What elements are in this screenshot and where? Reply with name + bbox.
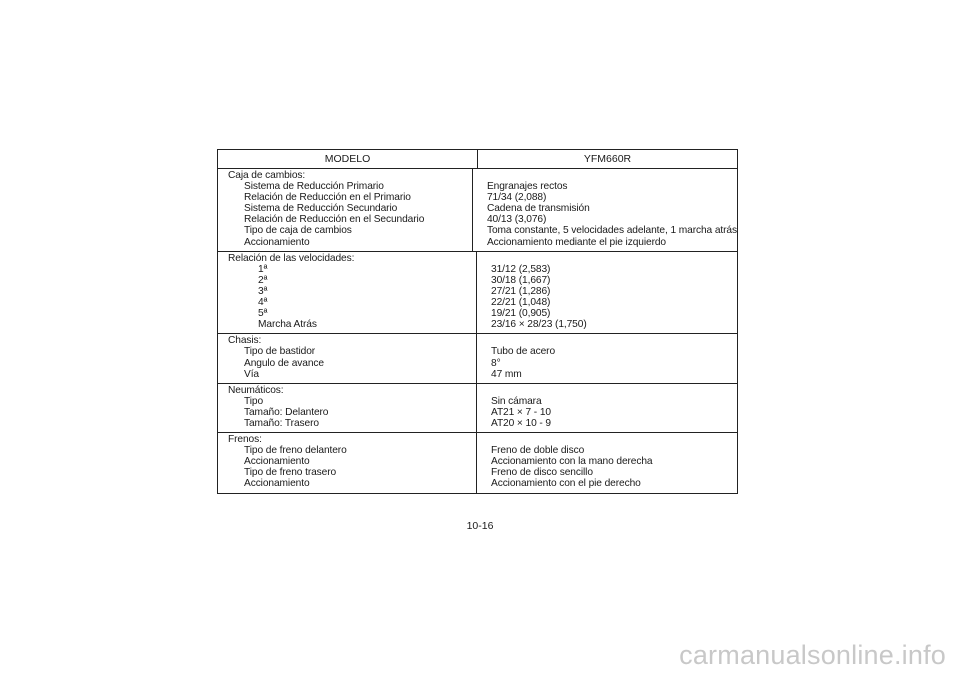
spec-label: Tamaño: Delantero [244, 406, 329, 418]
spec-label: Tipo de bastidor [244, 346, 316, 358]
spec-value: 40/13 (3,076) [486, 214, 547, 226]
section-heading: Relación de las velocidades: [228, 252, 355, 264]
table-header-row [218, 150, 737, 169]
spec-label: 4ª [258, 297, 268, 309]
spec-value: Toma constante, 5 velocidades adelante, 1 marcha atrás [486, 225, 737, 237]
section-labels [218, 384, 477, 432]
spec-value: Sin cámara [491, 395, 542, 407]
spec-label: Tipo de freno delantero [244, 445, 347, 457]
spec-value: AT20 × 10 - 9 [491, 417, 551, 429]
section-heading: Caja de cambios: [228, 170, 306, 181]
spec-value: 47 mm [491, 368, 522, 380]
page-number: 10-16 [466, 520, 494, 532]
section-chassis [218, 334, 737, 383]
section-values [477, 252, 737, 334]
spec-label: 2ª [258, 274, 268, 286]
spec-value [491, 434, 737, 445]
spec-value [491, 385, 737, 396]
section-labels [218, 433, 477, 492]
spec-label: Vía [244, 368, 259, 380]
header-model-label: MODELO [218, 150, 478, 168]
spec-label: Accionamiento [244, 478, 310, 490]
spec-label: 5ª [258, 308, 268, 320]
spec-label: 3ª [258, 285, 268, 297]
spec-label: Tipo [244, 395, 264, 407]
spec-value: 71/34 (2,088) [486, 192, 547, 204]
section-heading: Neumáticos: [228, 384, 284, 396]
spec-value: AT21 × 7 - 10 [491, 406, 551, 418]
spec-label: Angulo de avance [244, 357, 324, 369]
spec-value [487, 170, 737, 181]
section-heading: Chasis: [228, 335, 262, 347]
spec-value: 8° [491, 357, 501, 369]
spec-label: Tipo de freno trasero [244, 467, 337, 479]
section-brakes [218, 433, 737, 492]
section-values [477, 433, 737, 492]
spec-value [491, 253, 737, 264]
spec-label: Sistema de Reducción Secundario [244, 203, 398, 215]
section-labels [218, 252, 477, 334]
section-values [477, 334, 737, 382]
spec-label: Marcha Atrás [258, 319, 317, 331]
spec-label: Accionamiento [244, 236, 310, 248]
spec-value: Accionamiento mediante el pie izquierdo [486, 236, 667, 248]
spec-value: 22/21 (1,048) [491, 297, 551, 309]
section-heading: Frenos: [228, 434, 262, 446]
section-gear-ratios [218, 252, 737, 335]
spec-value: 27/21 (1,286) [491, 285, 551, 297]
header-model-value: YFM660R [583, 153, 632, 165]
section-labels [218, 169, 473, 251]
section-values [473, 169, 737, 251]
spec-value: Freno de doble disco [491, 445, 585, 457]
spec-label: Sistema de Reducción Primario [244, 181, 384, 193]
spec-value: Accionamiento con el pie derecho [491, 478, 641, 490]
spec-label: Relación de Reducción en el Primario [244, 192, 411, 204]
spec-table [217, 149, 738, 494]
spec-value: 23/16 × 28/23 (1,750) [491, 319, 587, 331]
watermark-text: carmanualsonline.info [679, 640, 946, 670]
spec-value [491, 335, 737, 346]
section-labels [218, 334, 477, 382]
spec-label: Tamaño: Trasero [244, 417, 319, 429]
spec-label: 1ª [258, 263, 268, 275]
spec-value: Cadena de transmisión [486, 203, 590, 215]
spec-value: Freno de disco sencillo [491, 467, 593, 479]
spec-value: 30/18 (1,667) [491, 274, 551, 286]
spec-label: Accionamiento [244, 456, 310, 468]
spec-value: Accionamiento con la mano derecha [491, 456, 653, 468]
spec-value: Engranajes rectos [486, 181, 568, 193]
section-transmission [218, 169, 737, 252]
spec-label: Tipo de caja de cambios [244, 225, 352, 237]
spec-value: 19/21 (0,905) [491, 308, 551, 320]
spec-label: Relación de Reducción en el Secundario [244, 214, 425, 226]
section-values [477, 384, 737, 432]
section-tires [218, 384, 737, 433]
spec-value: Tubo de acero [491, 346, 556, 358]
spec-value: 31/12 (2,583) [491, 263, 551, 275]
